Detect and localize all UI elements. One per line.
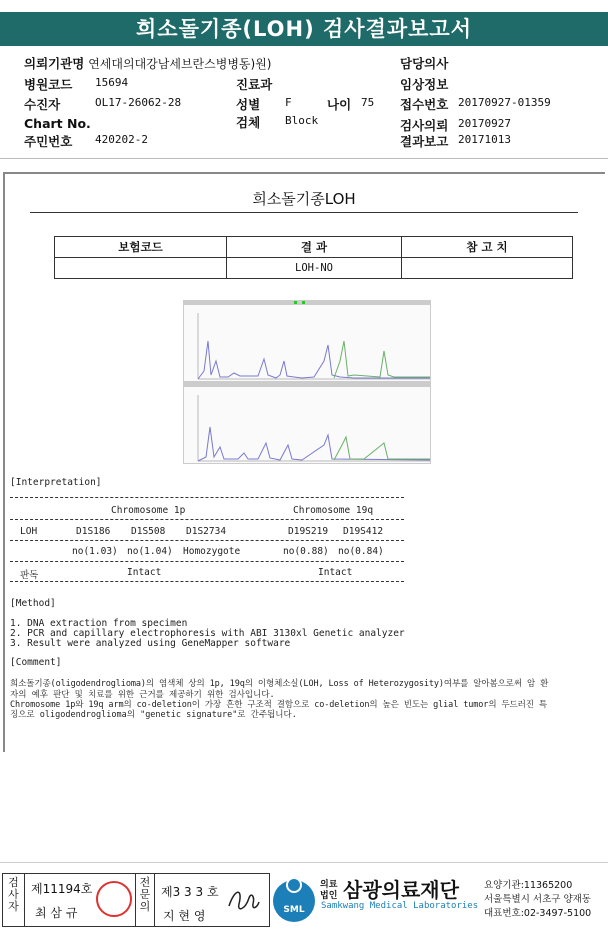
comment-line-4: 징으로 oligodendroglioma의 "genetic signature"로 간주됩니다. — [10, 710, 297, 720]
patient-label: 수진자 — [24, 97, 61, 112]
cell-result: LOH-NO — [227, 258, 402, 279]
section-title: 희소돌기종LOH — [252, 190, 356, 208]
value-d19s412: no(0.84) — [338, 546, 384, 557]
method-line-2: 2. PCR and capillary electrophoresis with ABI 3130xl Genetic analyzer — [10, 628, 405, 639]
divider — [0, 158, 608, 159]
cell-reference — [402, 258, 573, 279]
judgement-label: 판독 — [20, 570, 39, 581]
value-d19s219: no(0.88) — [283, 546, 329, 557]
interpretation-heading: [Interpretation] — [10, 477, 102, 488]
clinical-label: 임상정보 — [400, 77, 449, 92]
signature-box — [2, 873, 270, 927]
method-line-1: 1. DNA extraction from specimen — [10, 618, 188, 629]
comment-line-3: Chromosome 1p와 19q arm의 co-deletion이 가장 흔한 구조적 결함으로 co-deletion의 높은 빈도는 glial tumor의 두드러진 특 — [10, 700, 548, 710]
specialist-number: 제3 3 3 호 — [161, 885, 219, 899]
request-label: 검사의뢰 — [400, 118, 449, 133]
marker-d1s186: D1S186 — [76, 526, 111, 537]
examiner-number: 제11194호 — [31, 882, 93, 896]
result-table — [54, 236, 573, 279]
marker-d1s2734: D1S2734 — [186, 526, 227, 537]
specialist-name: 지 현 영 — [163, 909, 206, 923]
chromosome-1p-header: Chromosome 1p — [111, 505, 186, 516]
sex-label: 성별 — [236, 97, 261, 112]
doctor-label: 담당의사 — [400, 56, 449, 71]
id-label: 주민번호 — [24, 134, 73, 149]
electropherogram-1p — [183, 300, 431, 382]
electropherogram-19q — [183, 382, 431, 464]
comment-heading: [Comment] — [10, 657, 62, 668]
id-value: 420202-2 — [95, 133, 148, 146]
chart-label: Chart No. — [24, 116, 91, 131]
loh-label: LOH — [20, 526, 38, 537]
sml-logo-icon: SML — [272, 875, 316, 923]
chromosome-19q-header: Chromosome 19q — [293, 505, 374, 516]
divider — [10, 540, 404, 541]
marker-d1s508: D1S508 — [131, 526, 166, 537]
report-label: 결과보고 — [400, 134, 449, 149]
age-value: 75 — [361, 96, 375, 109]
comment-line-2: 자의 예후 판단 및 치료를 위한 근거를 제공하기 위한 검사입니다. — [10, 690, 275, 700]
hospital-code-row: 병원코드 — [24, 77, 73, 92]
marker-d19s412: D19S412 — [343, 526, 384, 537]
divider — [10, 581, 404, 582]
header-result: 결 과 — [227, 237, 402, 258]
specimen-label: 검체 — [236, 115, 261, 130]
method-line-3: 3. Result were analyzed using GeneMapper software — [10, 638, 291, 649]
report-title: 희소돌기종(LOH) 검사결과보고서 — [0, 12, 608, 46]
org-code: 요양기관:11365200 — [484, 880, 573, 891]
value-d1s2734: Homozygote — [183, 546, 241, 557]
org-prefix: 의료법인 — [320, 880, 338, 901]
org-english: Samkwang Medical Laboratories — [321, 901, 479, 911]
cell-insurance-code — [55, 258, 227, 279]
request-value: 20170927 — [458, 117, 511, 130]
org-phone: 대표번호:02-3497-5100 — [484, 908, 592, 919]
report-value: 20171013 — [458, 133, 511, 146]
specialist-signature — [225, 882, 261, 918]
receipt-value: 20170927-01359 — [458, 96, 551, 109]
examiner-name: 최 삼 규 — [35, 906, 78, 920]
value-d1s186: no(1.03) — [72, 546, 118, 557]
header-reference: 참 고 치 — [402, 237, 573, 258]
examiner-label: 검사자 — [3, 874, 25, 926]
marker-d19s219: D19S219 — [288, 526, 329, 537]
header-insurance-code: 보험코드 — [55, 237, 227, 258]
judgement-1p: Intact — [127, 567, 162, 578]
examiner-seal — [96, 881, 132, 917]
comment-line-1: 희소돌기종(oligodendroglioma)의 염색체 상의 1p, 19q의 이형체소실(LOH, Loss of Heterozygosity)여부를 알아봄으로써 암 환 — [10, 679, 549, 689]
value-d1s508: no(1.04) — [127, 546, 173, 557]
age-label: 나이 — [327, 97, 352, 112]
divider — [0, 862, 608, 863]
method-heading: [Method] — [10, 598, 56, 609]
org-address: 서울특별시 서초구 양재동 — [484, 894, 591, 905]
sex-value: F — [285, 96, 292, 109]
judgement-19q: Intact — [318, 567, 353, 578]
divider — [10, 519, 404, 520]
org-name: 삼광의료재단 — [343, 878, 459, 902]
specimen-value: Block — [285, 114, 319, 127]
institution-row: 의뢰기관명 연세대의대강남세브란스병병동)원) — [24, 56, 272, 71]
divider — [30, 212, 578, 213]
patient-value: OL17-26062-28 — [95, 96, 182, 109]
specialist-label: 전문의 — [135, 874, 155, 926]
receipt-label: 접수번호 — [400, 97, 449, 112]
divider — [10, 497, 404, 498]
hospital-code-value: 15694 — [95, 76, 129, 89]
divider — [10, 561, 404, 562]
dept-label: 진료과 — [236, 77, 273, 92]
